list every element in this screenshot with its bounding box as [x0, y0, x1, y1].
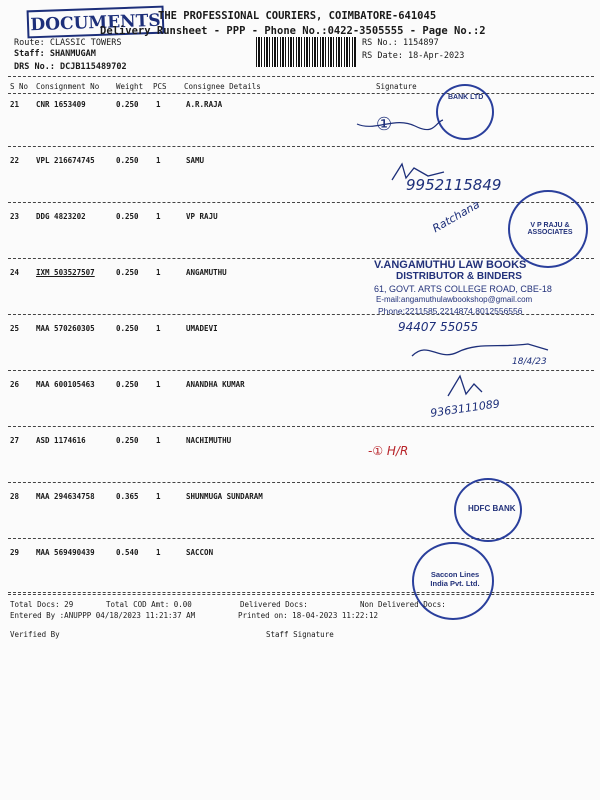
signature-row21: ①	[376, 114, 393, 135]
row-sno: 27	[10, 436, 20, 445]
row-consignee: SAMU	[186, 156, 205, 165]
staff-signature: Staff Signature	[266, 630, 334, 639]
scribble-row21	[355, 112, 445, 142]
row-weight: 0.250	[116, 436, 139, 445]
row-consignment: MAA 570260305	[36, 324, 95, 333]
delivered-docs: Delivered Docs:	[240, 600, 308, 609]
row-sno: 29	[10, 548, 20, 557]
saccon-stamp: Saccon Lines India Pvt. Ltd.	[412, 542, 494, 620]
row-divider	[8, 146, 594, 147]
row-sno: 21	[10, 100, 20, 109]
row-pcs: 1	[156, 380, 161, 389]
header-divider	[8, 76, 594, 77]
row-sno: 24	[10, 268, 20, 277]
header-divider-bottom	[8, 93, 594, 94]
row-sno: 23	[10, 212, 20, 221]
row-consignment: MAA 294634758	[36, 492, 95, 501]
row-weight: 0.250	[116, 156, 139, 165]
row-consignee: SACCON	[186, 548, 214, 557]
row-pcs: 1	[156, 492, 161, 501]
total-docs: Total Docs: 29	[10, 600, 74, 609]
angamuthu-stamp-address: 61, GOVT. ARTS COLLEGE ROAD, CBE-18	[374, 284, 552, 294]
row-consignment: CNR 1653409	[36, 100, 86, 109]
hdfc-stamp: HDFC BANK	[454, 478, 522, 542]
row-sno: 22	[10, 156, 20, 165]
row-consignee: ANANDHA KUMAR	[186, 380, 245, 389]
row-weight: 0.540	[116, 548, 139, 557]
phone-row25: 94407 55055	[398, 320, 479, 334]
row-weight: 0.250	[116, 100, 139, 109]
col-sno: S No	[10, 82, 29, 91]
runsheet-subtitle: Delivery Runsheet - PPP - Phone No.:0422-3505555 - Page No.:2	[100, 25, 486, 37]
phone-row22: 9952115849	[406, 176, 502, 194]
non-delivered-docs: Non Delivered Docs:	[360, 600, 446, 609]
col-pcs: PCS	[153, 82, 167, 91]
row-pcs: 1	[156, 100, 161, 109]
row-sno: 28	[10, 492, 20, 501]
row-weight: 0.250	[116, 380, 139, 389]
row-weight: 0.250	[116, 324, 139, 333]
angamuthu-stamp-phone: Phone:2211585,2214874,8012556556	[378, 306, 523, 316]
angamuthu-stamp-name: V.ANGAMUTHU LAW BOOKS	[374, 259, 527, 271]
barcode	[256, 37, 356, 67]
row-consignment: MAA 569490439	[36, 548, 95, 557]
row-consignment: ASD 1174616	[36, 436, 86, 445]
row-weight: 0.250	[116, 212, 139, 221]
row-consignment: VPL 216674745	[36, 156, 95, 165]
row-divider	[8, 370, 594, 371]
entered-by: Entered By :ANUPPP 04/18/2023 11:21:37 AM	[10, 611, 196, 620]
vpraju-stamp: V P RAJU & ASSOCIATES	[508, 190, 588, 268]
row-divider	[8, 202, 594, 203]
row-pcs: 1	[156, 268, 161, 277]
row-consignment: IXM 503527507	[36, 268, 95, 277]
row-pcs: 1	[156, 212, 161, 221]
date-row25: 18/4/23	[512, 357, 547, 367]
col-signature: Signature	[376, 82, 417, 91]
row-pcs: 1	[156, 324, 161, 333]
col-weight: Weight	[116, 82, 144, 91]
row-consignee: SHUNMUGA SUNDARAM	[186, 492, 263, 501]
footer-divider	[8, 592, 594, 593]
row-consignee: A.R.RAJA	[186, 100, 223, 109]
row-consignee: ANGAMUTHU	[186, 268, 227, 277]
row-divider	[8, 594, 594, 595]
printed-on: Printed on: 18-04-2023 11:22:12	[238, 611, 378, 620]
documents-stamp: DOCUMENTS	[27, 6, 165, 39]
bank-stamp: BANK LTD	[436, 84, 494, 140]
row-divider	[8, 426, 594, 427]
row-consignment: DDG 4823202	[36, 212, 86, 221]
row-consignee: NACHIMUTHU	[186, 436, 232, 445]
signature-row23: Ratchana	[430, 197, 482, 236]
col-consignment: Consignment No	[36, 82, 100, 91]
rs-date: RS Date: 18-Apr-2023	[362, 51, 465, 61]
staff-label: Staff: SHANMUGAM	[14, 49, 96, 59]
verified-by: Verified By	[10, 630, 60, 639]
col-consignee: Consignee Details	[184, 82, 261, 91]
signature-row26	[444, 372, 484, 402]
row-weight: 0.365	[116, 492, 139, 501]
drs-number: DRS No.: DCJB115489702	[14, 62, 127, 72]
note-row27: -① H/R	[368, 444, 409, 458]
phone-row26: 9363111089	[429, 397, 501, 420]
row-consignment: MAA 600105463	[36, 380, 95, 389]
angamuthu-stamp-email: E-mail:angamuthulawbookshop@gmail.com	[376, 295, 533, 304]
row-pcs: 1	[156, 156, 161, 165]
rs-number: RS No.: 1154897	[362, 38, 439, 48]
route-label: Route: CLASSIC TOWERS	[14, 38, 122, 48]
row-pcs: 1	[156, 548, 161, 557]
row-weight: 0.250	[116, 268, 139, 277]
row-divider	[8, 538, 594, 539]
row-pcs: 1	[156, 436, 161, 445]
angamuthu-stamp-sub: DISTRIBUTOR & BINDERS	[396, 271, 522, 282]
company-title: THE PROFESSIONAL COURIERS, COIMBATORE-641045	[158, 10, 437, 22]
total-cod: Total COD Amt: 0.00	[106, 600, 192, 609]
row-consignee: UMADEVI	[186, 324, 218, 333]
row-consignee: VP RAJU	[186, 212, 218, 221]
row-sno: 25	[10, 324, 20, 333]
row-sno: 26	[10, 380, 20, 389]
